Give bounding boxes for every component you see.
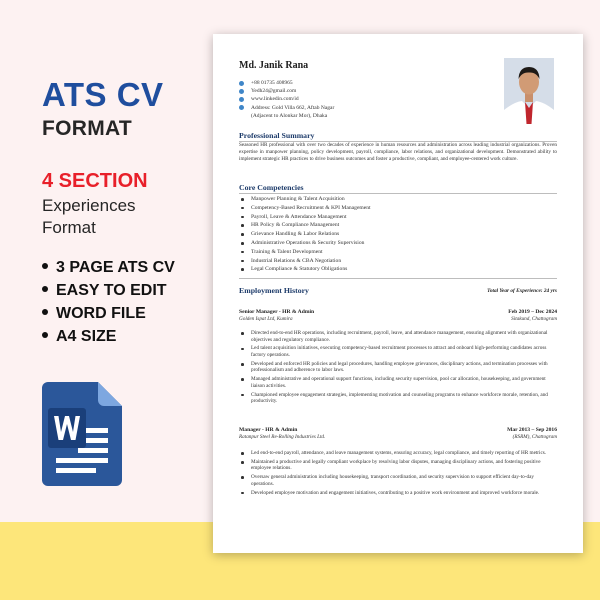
job-title: Senior Manager - HR & Admin — [239, 309, 315, 315]
job-bullet: Directed end-to-end HR operations, including recruitment, payroll, leave, and attendance management, ensuring alignment with organizational objectives and regulatory compliance. — [239, 330, 557, 343]
job-title: Manager - HR & Admin — [239, 427, 298, 433]
job-dates: Mar 2013 – Sep 2016 — [507, 427, 557, 433]
bullet-dot — [42, 263, 48, 269]
job-bullet: Maintained a productive and legally compliant workplace by resolving labor disputes, managing disciplinary actions, and fostering positive employee relations. — [239, 459, 557, 472]
job-bullet: Developed employee motivation and engagement initiatives, contributing to a positive work environment and improved workforce morale. — [239, 490, 557, 497]
promo-section-count: 4 SECTION — [42, 170, 148, 192]
job-bullet: Led end-to-end payroll, attendance, and leave management systems, ensuring accuracy, legal compliance, and timely reporting of HR metrics. — [239, 450, 557, 457]
phone-icon — [239, 81, 244, 86]
contact-email: Yedh24@gmail.com — [239, 87, 334, 95]
location-icon — [239, 105, 244, 110]
job-bullet: Championed employee engagement strategies, implementing motivation and counseling programs to enhance workforce morale, retention, and productivity. — [239, 392, 557, 405]
section-divider — [239, 278, 557, 279]
job-bullets — [239, 450, 557, 498]
job-company: Ratanpur Steel Re-Rolling Industries Ltd. — [239, 434, 326, 440]
job-bullet: Led talent acquisition initiatives, executing competency-based recruitment processes to attract and onboard high-performing candidates across factory operations. — [239, 345, 557, 358]
job-bullet: Managed administrative and operational support functions, including security supervision, pool car allocation, housekeeping, and government liaison activities. — [239, 376, 557, 389]
competency-item: Competency-Based Recruitment & KPI Management — [239, 204, 371, 213]
competency-item: Manpower Planning & Talent Acquisition — [239, 195, 371, 204]
competency-list — [239, 195, 371, 274]
promo-subtitle: FORMAT — [42, 117, 133, 140]
competencies-heading: Core Competencies — [239, 183, 304, 192]
microsoft-word-icon — [42, 382, 122, 486]
job-bullets — [239, 330, 557, 407]
feature-label: WORD FILE — [56, 305, 146, 322]
job-location: Sitakund, Chattogram — [511, 316, 557, 322]
promo-panel — [42, 78, 217, 348]
profile-photo — [504, 58, 554, 124]
section-divider — [239, 193, 557, 194]
feature-item — [42, 256, 217, 279]
promo-title: ATS CV — [42, 76, 164, 113]
contact-address: Address: Gold Villa 662, Aftab Nagar — [239, 104, 334, 112]
promo-section-sub-1: Experiences — [42, 196, 136, 215]
resume-name: Md. Janik Rana — [239, 60, 309, 71]
job-company: Golden Ispat Ltd, Kumira — [239, 316, 293, 322]
bullet-dot — [42, 309, 48, 315]
experience-total: Total Year of Experience: 24 yrs — [487, 288, 557, 294]
job-location: (RSRM), Chattogram — [512, 434, 557, 440]
summary-text: Seasoned HR professional with over two decades of experience in human resources and administration across leading industrial organizations. Proven expertise in manpower planning, policy development, payroll, compliance, labor relations, and organizational development. Demonstrated ability to implement strategic HR practices to drive business outcomes and foster a productive, compliant, and employee-centered work culture. — [239, 142, 557, 163]
feature-item — [42, 325, 217, 348]
contact-address-line2: (Adjacent to Alonkar Mor), Dhaka — [251, 112, 328, 119]
feature-list — [42, 256, 217, 348]
feature-item — [42, 279, 217, 302]
competency-item: Grievance Handling & Labor Relations — [239, 230, 371, 239]
feature-label: EASY TO EDIT — [56, 282, 167, 299]
promo-section-sub-2: Format — [42, 218, 96, 237]
bullet-dot — [42, 286, 48, 292]
feature-item — [42, 302, 217, 325]
contact-phone: +88 01735 408965 — [239, 79, 334, 87]
job-bullet: Oversaw general administration including housekeeping, transport coordination, and security supervision to support efficient day-to-day operations. — [239, 474, 557, 487]
email-icon — [239, 89, 244, 94]
job-dates: Feb 2019 – Dec 2024 — [508, 309, 557, 315]
feature-label: 3 PAGE ATS CV — [56, 259, 175, 276]
contact-linkedin: www.linkedin.com/id — [239, 95, 334, 103]
resume-page — [213, 34, 583, 553]
feature-label: A4 SIZE — [56, 328, 117, 345]
competency-item: HR Policy & Compliance Management — [239, 221, 371, 230]
competency-item: Payroll, Leave & Attendance Management — [239, 213, 371, 222]
competency-item: Administrative Operations & Security Supervision — [239, 239, 371, 248]
linkedin-icon — [239, 97, 244, 102]
job-bullet: Developed and enforced HR policies and legal procedures, handling employee grievances, disciplinary actions, and termination processes with professionalism and adherence to labor laws. — [239, 361, 557, 374]
experience-heading: Employment History — [239, 286, 309, 295]
competency-item: Industrial Relations & CBA Negotiation — [239, 257, 371, 266]
bullet-dot — [42, 332, 48, 338]
competency-item: Training & Talent Development — [239, 248, 371, 257]
contact-list — [239, 79, 334, 120]
competency-item: Legal Compliance & Statutory Obligations — [239, 265, 371, 274]
summary-heading: Professional Summary — [239, 131, 315, 140]
